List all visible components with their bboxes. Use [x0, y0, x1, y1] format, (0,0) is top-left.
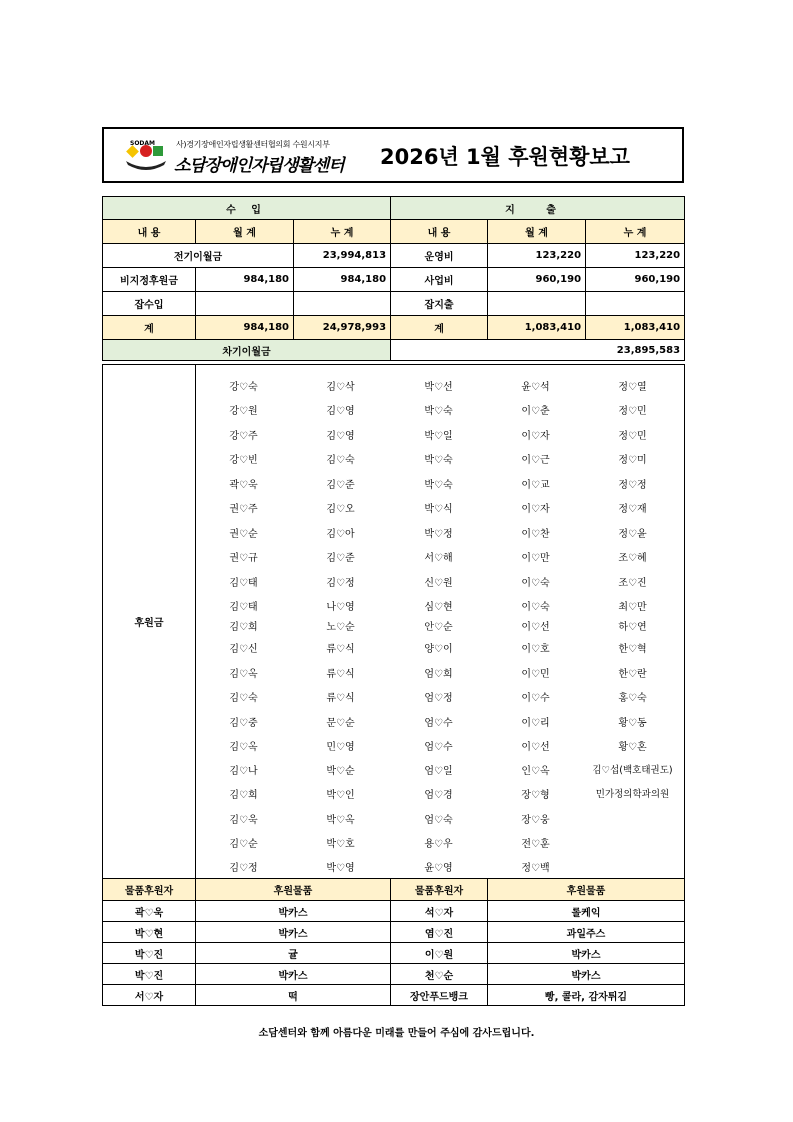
donor-row: [195, 786, 684, 802]
donor-name: 장♡웅: [521, 815, 550, 826]
table-row: [103, 268, 685, 292]
donor-name: 홍♡숙: [618, 693, 647, 704]
donor-name: 인♡옥: [521, 766, 550, 777]
donor-row: [195, 476, 684, 492]
table-row: [103, 964, 685, 985]
donor-name: 김♡나: [229, 766, 258, 777]
donor-label: 후원금: [103, 365, 196, 879]
donor-name: 이♡리: [521, 718, 550, 729]
income-total-label: 계: [103, 316, 196, 340]
donor-row: [195, 402, 684, 418]
donor-name: 김♡영: [326, 431, 355, 442]
donor-row: [195, 574, 684, 590]
donor-row: [195, 762, 684, 778]
donor-name: 민가정의학과의원: [595, 789, 670, 800]
donor-name: 박♡호: [326, 839, 355, 850]
donor-name: 심♡현: [424, 602, 453, 613]
donor-name: 박♡인: [326, 790, 355, 801]
donor-row: [195, 665, 684, 681]
donor-name: 곽♡욱: [229, 480, 258, 491]
goods-item: 박카스: [488, 943, 685, 964]
donor-row: [195, 618, 684, 634]
donor-name: 박♡숙: [424, 480, 453, 491]
expense-header: 지 출: [391, 197, 685, 220]
donor-name: 김♡정: [229, 863, 258, 874]
goods-donor: 박♡진: [103, 943, 196, 964]
goods-donor: 서♡자: [103, 985, 196, 1006]
donor-name: 정♡열: [618, 382, 647, 393]
goods-item: 롤케익: [488, 901, 685, 922]
expense-monthly: [488, 292, 586, 316]
expense-total-label: 계: [391, 316, 488, 340]
donor-name: 하♡연: [618, 622, 647, 633]
income-label: 전기이월금: [103, 244, 294, 268]
carryover-row: [103, 340, 685, 361]
donor-name: 권♡주: [229, 504, 258, 515]
income-cumulative: [294, 292, 391, 316]
goods-item: 떡: [196, 985, 391, 1006]
expense-label: 운영비: [391, 244, 488, 268]
total-row: [103, 316, 685, 340]
donor-name: 이♡근: [521, 455, 550, 466]
donor-name: 정♡윤: [618, 529, 647, 540]
table-row: [103, 985, 685, 1006]
goods-donor: 장안푸드뱅크: [391, 985, 488, 1006]
donor-name: 박♡옥: [326, 815, 355, 826]
donor-row: [195, 451, 684, 467]
donor-name: 한♡혁: [618, 644, 647, 655]
donor-name: 강♡빈: [229, 455, 258, 466]
col-goods-donor: 물품후원자: [391, 879, 488, 901]
donor-name: 김♡준: [326, 553, 355, 564]
donor-name: 엄♡희: [424, 669, 453, 680]
goods-table: [102, 878, 685, 1006]
donor-name: 이♡숙: [521, 578, 550, 589]
donor-name: 이♡만: [521, 553, 550, 564]
donor-name: 정♡정: [618, 480, 647, 491]
donor-row: [195, 427, 684, 443]
goods-item: 박카스: [196, 964, 391, 985]
donor-name: 강♡숙: [229, 382, 258, 393]
col-cumulative-expense: 누 계: [586, 220, 685, 244]
donor-name: 엄♡정: [424, 693, 453, 704]
col-item-income: 내 용: [103, 220, 196, 244]
carryover-label: 차기이월금: [103, 340, 391, 361]
goods-item: 박카스: [196, 901, 391, 922]
donor-name: 이♡선: [521, 742, 550, 753]
donor-row: [195, 549, 684, 565]
donor-name: 한♡란: [618, 669, 647, 680]
donor-name: 정♡재: [618, 504, 647, 515]
donor-name: 김♡준: [326, 480, 355, 491]
goods-item: 박카스: [196, 922, 391, 943]
donor-name: 서♡해: [424, 553, 453, 564]
donor-name: 황♡동: [618, 718, 647, 729]
expense-monthly: 960,190: [488, 268, 586, 292]
donor-name: 김♡섭(백호태권도): [592, 765, 673, 776]
donor-name: 김♡아: [326, 529, 355, 540]
donor-name: 이♡교: [521, 480, 550, 491]
income-cumulative: 23,994,813: [294, 244, 391, 268]
donor-name: 엄♡일: [424, 766, 453, 777]
expense-monthly: 123,220: [488, 244, 586, 268]
donor-row: [195, 500, 684, 516]
income-monthly: 984,180: [196, 268, 294, 292]
goods-donor: 박♡현: [103, 922, 196, 943]
donor-name: 김♡중: [229, 718, 258, 729]
goods-donor: 박♡진: [103, 964, 196, 985]
donor-name: 강♡원: [229, 406, 258, 417]
donor-name: 신♡원: [424, 578, 453, 589]
donor-name: 박♡정: [424, 529, 453, 540]
donor-name: 이♡자: [521, 431, 550, 442]
donor-name: 김♡태: [229, 602, 258, 613]
donor-name: 김♡옥: [229, 742, 258, 753]
donor-name: 장♡형: [521, 790, 550, 801]
expense-label: 잡지출: [391, 292, 488, 316]
donor-name: 박♡숙: [424, 406, 453, 417]
donor-name: 김♡희: [229, 790, 258, 801]
donor-name: 이♡찬: [521, 529, 550, 540]
donor-name: 이♡자: [521, 504, 550, 515]
donor-name: 김♡태: [229, 578, 258, 589]
income-monthly: [196, 292, 294, 316]
donor-name: 김♡삭: [326, 382, 355, 393]
income-total-cumulative: 24,978,993: [294, 316, 391, 340]
donor-name: 박♡순: [326, 766, 355, 777]
donor-name: 전♡훈: [521, 839, 550, 850]
donor-row: [195, 738, 684, 754]
donor-name: 류♡식: [326, 693, 355, 704]
org-name: 사)경기장애인자립생활센터협의회 수원시지부: [176, 140, 330, 149]
donor-name: 이♡수: [521, 693, 550, 704]
donor-name: 문♡순: [326, 718, 355, 729]
donor-name: 정♡민: [618, 431, 647, 442]
donor-name: 권♡순: [229, 529, 258, 540]
expense-label: 사업비: [391, 268, 488, 292]
donor-row: [195, 525, 684, 541]
donor-name: 박♡일: [424, 431, 453, 442]
col-goods-item: 후원물품: [196, 879, 391, 901]
donor-name: 최♡만: [618, 602, 647, 613]
goods-donor: 곽♡욱: [103, 901, 196, 922]
expense-cumulative: [586, 292, 685, 316]
donor-name: 이♡호: [521, 644, 550, 655]
col-cumulative-income: 누 계: [294, 220, 391, 244]
donor-row: [195, 640, 684, 656]
donor-name: 류♡식: [326, 669, 355, 680]
donor-name: 나♡영: [326, 602, 355, 613]
donor-name: 김♡옥: [229, 669, 258, 680]
carryover-value: 23,895,583: [391, 340, 685, 361]
donor-name: 엄♡수: [424, 718, 453, 729]
expense-cumulative: 123,220: [586, 244, 685, 268]
donor-name: 노♡순: [326, 622, 355, 633]
donor-row: [195, 835, 684, 851]
donor-name: 김♡욱: [229, 815, 258, 826]
donor-name: 이♡춘: [521, 406, 550, 417]
logo-text: SODAM: [130, 140, 156, 147]
donor-name: 정♡민: [618, 406, 647, 417]
donor-row: [195, 859, 684, 875]
logo: [124, 135, 344, 179]
goods-item: 과일주스: [488, 922, 685, 943]
goods-donor: 석♡자: [391, 901, 488, 922]
goods-donor: 이♡원: [391, 943, 488, 964]
income-label: 잡수입: [103, 292, 196, 316]
donor-name: 김♡오: [326, 504, 355, 515]
donor-name: 조♡혜: [618, 553, 647, 564]
donor-name: 용♡우: [424, 839, 453, 850]
donor-row: [195, 598, 684, 614]
donor-name: 이♡숙: [521, 602, 550, 613]
donor-name: 황♡혼: [618, 742, 647, 753]
col-item-expense: 내 용: [391, 220, 488, 244]
donor-name: 윤♡영: [424, 863, 453, 874]
donor-name: 김♡숙: [229, 693, 258, 704]
table-row: [103, 901, 685, 922]
donor-name: 정♡미: [618, 455, 647, 466]
goods-item: 박카스: [488, 964, 685, 985]
donor-row: [195, 714, 684, 730]
donor-name: 정♡백: [521, 863, 550, 874]
donor-name: 김♡영: [326, 406, 355, 417]
table-row: [103, 292, 685, 316]
income-header: 수 입: [103, 197, 391, 220]
col-goods-donor: 물품후원자: [103, 879, 196, 901]
table-row: [103, 244, 685, 268]
donor-name: 엄♡경: [424, 790, 453, 801]
col-monthly-income: 월 계: [196, 220, 294, 244]
donor-name: 김♡희: [229, 622, 258, 633]
donor-name: 엄♡숙: [424, 815, 453, 826]
table-row: [103, 922, 685, 943]
expense-total-monthly: 1,083,410: [488, 316, 586, 340]
expense-total-cumulative: 1,083,410: [586, 316, 685, 340]
brand-name: 소담장애인자립생활센터: [174, 156, 344, 176]
col-goods-item: 후원물품: [488, 879, 685, 901]
donor-row: [195, 378, 684, 394]
goods-donor: 천♡순: [391, 964, 488, 985]
donor-name: 김♡신: [229, 644, 258, 655]
donor-name: 양♡이: [424, 644, 453, 655]
donor-name: 이♡민: [521, 669, 550, 680]
donor-name: 권♡규: [229, 553, 258, 564]
goods-item: 귤: [196, 943, 391, 964]
donor-name: 강♡주: [229, 431, 258, 442]
donor-name: 안♡순: [424, 622, 453, 633]
donor-name: 엄♡수: [424, 742, 453, 753]
report-header: [102, 127, 684, 183]
donor-row: [195, 689, 684, 705]
income-label: 비지정후원금: [103, 268, 196, 292]
donor-name: 이♡선: [521, 622, 550, 633]
donor-name: 김♡순: [229, 839, 258, 850]
income-cumulative: 984,180: [294, 268, 391, 292]
donor-name: 윤♡석: [521, 382, 550, 393]
expense-cumulative: 960,190: [586, 268, 685, 292]
table-row: [103, 943, 685, 964]
donor-name: 김♡정: [326, 578, 355, 589]
donor-name: 김♡숙: [326, 455, 355, 466]
goods-item: 빵, 콜라, 감자튀김: [488, 985, 685, 1006]
col-monthly-expense: 월 계: [488, 220, 586, 244]
goods-donor: 염♡진: [391, 922, 488, 943]
donor-row: [195, 811, 684, 827]
page-title: 2026년 1월 후원현황보고: [380, 145, 630, 169]
footer-message: 소담센터와 함께 아름다운 미래를 만들어 주심에 감사드립니다.: [258, 1028, 535, 1039]
income-total-monthly: 984,180: [196, 316, 294, 340]
donor-name: 류♡식: [326, 644, 355, 655]
donor-name: 조♡진: [618, 578, 647, 589]
donor-name: 민♡영: [326, 742, 355, 753]
donor-name: 박♡숙: [424, 455, 453, 466]
donor-name: 박♡영: [326, 863, 355, 874]
donor-name: 박♡식: [424, 504, 453, 515]
summary-table: [102, 196, 685, 361]
donor-name: 박♡선: [424, 382, 453, 393]
